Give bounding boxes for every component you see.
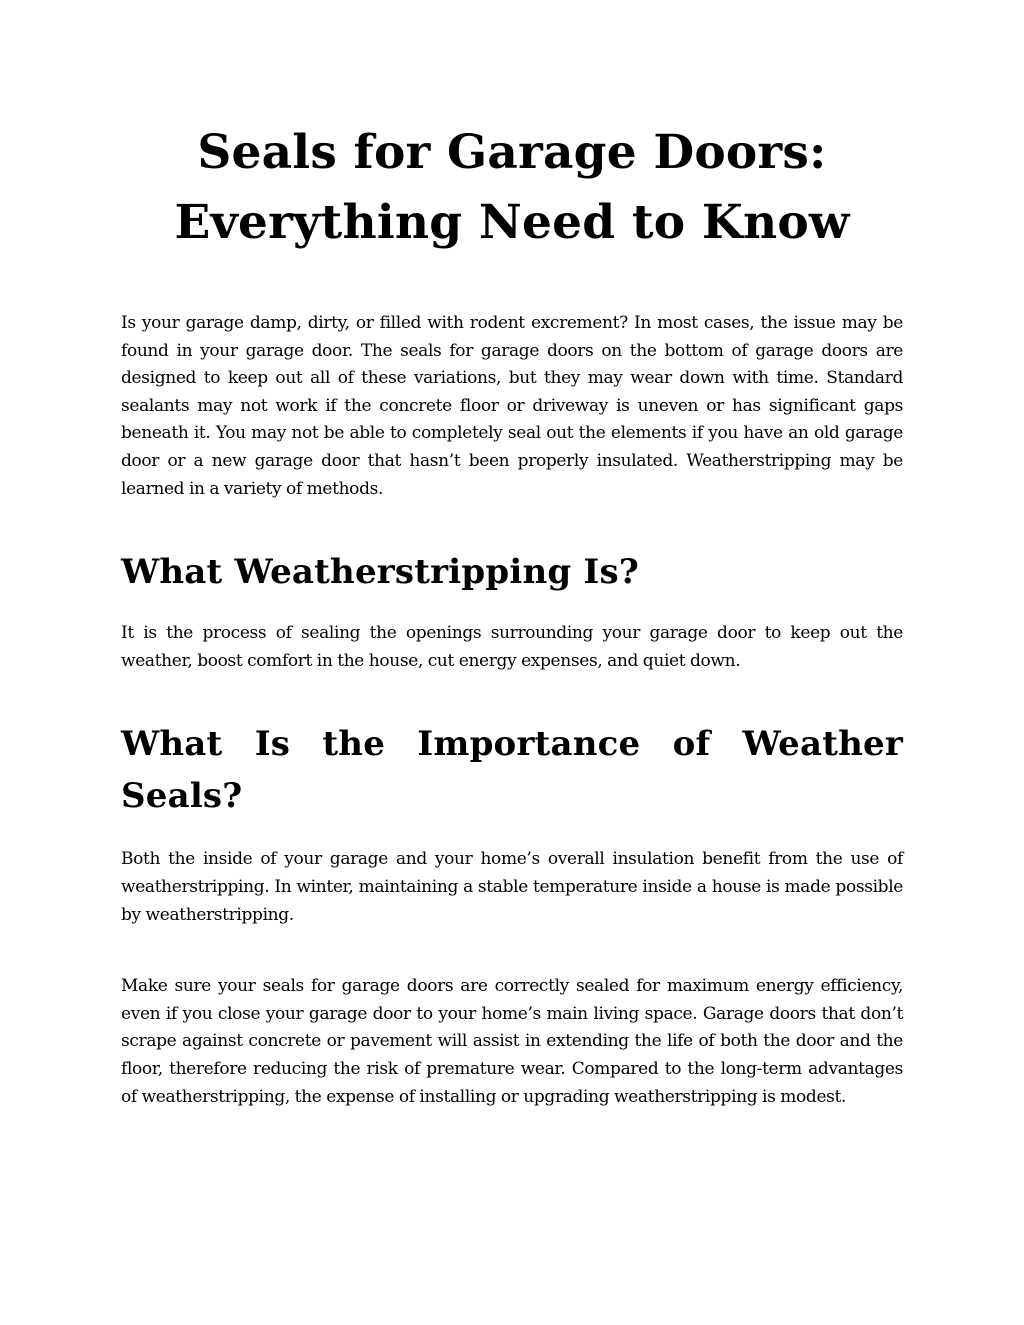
page-title-line-2: Everything Need to Know (174, 195, 850, 250)
importance-paragraph-2: Make sure your seals for garage doors are correctly sealed for maximum energy efficiency, even if you close your garage door to your home’s main living space. Garage doors that don’t scrape against concrete or pavement will assist in extending the life of both the door and the floor, therefore reducing the risk of premature wear. Compared to the long-term advantages of weatherstripping, the expense of installing or upgrading weatherstripping is modest. (121, 976, 903, 1107)
intro-paragraph: Is your garage damp, dirty, or filled with rodent excrement? In most cases, the issue may be found in your garage door. The seals for garage doors on the bottom of garage doors are designed to keep out all of these variations, but they may wear down with time. Standard sealants may not work if the concrete floor or driveway is uneven or has significant gaps beneath it. You may not be able to completely seal out the elements if you have an old garage door or a new garage door that hasn’t been properly insulated. Weatherstripping may be learned in a variety of methods. (121, 313, 903, 499)
importance-paragraph-1: Both the inside of your garage and your home’s overall insulation benefit from the use of weatherstripping. In winter, maintaining a stable temperature inside a house is made possible by weatherstripping. (121, 849, 903, 925)
page-title-line-1: Seals for Garage Doors: (197, 125, 827, 180)
section-heading-weatherstripping: What Weatherstripping Is? (121, 552, 639, 593)
page-title (121, 118, 903, 258)
weatherstripping-paragraph: It is the process of sealing the openings surrounding your garage door to keep out the weather, boost comfort in the house, cut energy expenses, and quiet down. (121, 623, 903, 671)
section-heading-importance: What Is the Importance of Weather Seals? (121, 724, 903, 817)
